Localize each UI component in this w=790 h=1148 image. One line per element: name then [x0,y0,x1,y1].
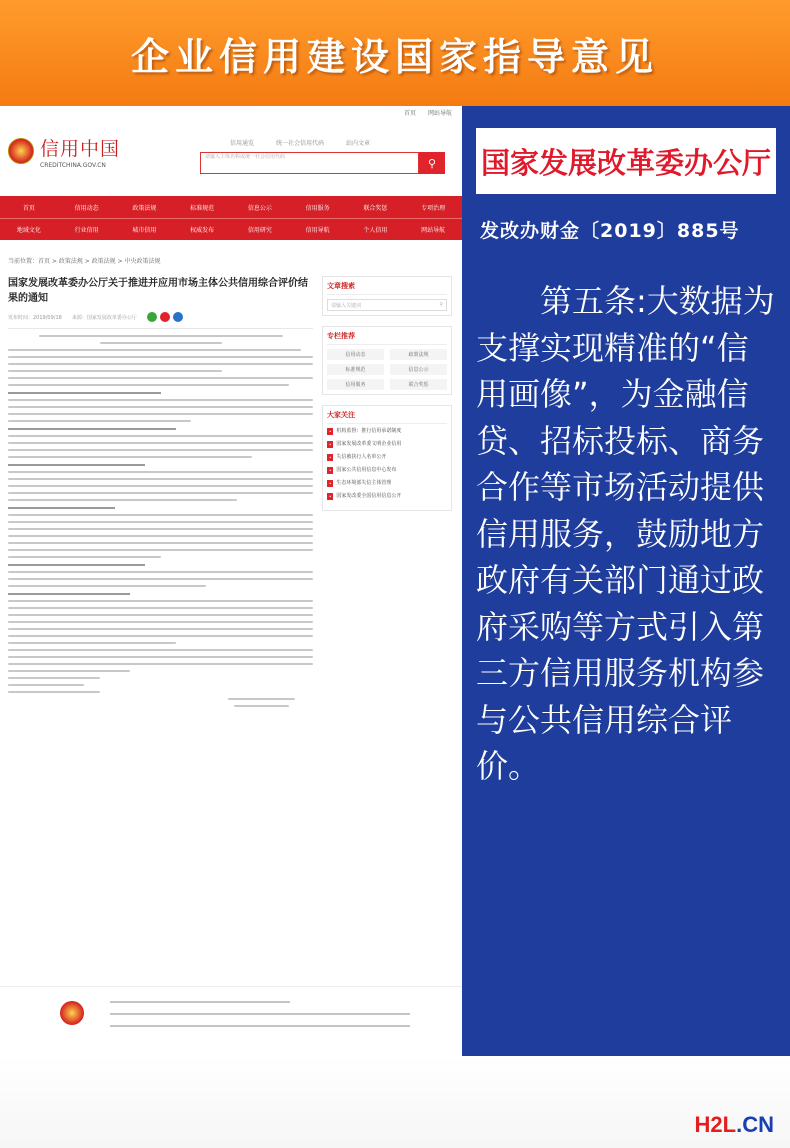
sidebar-search-box [322,276,452,316]
breadcrumb: 当前位置：首页 > 政策法规 > 政策法规 > 中央政策法规 [8,258,161,265]
nav-item[interactable]: 信用服务 [305,204,330,212]
sidebar-tag[interactable]: 政策法规 [390,349,447,360]
article-area [8,276,313,712]
header-link-credit[interactable]: 信用通览 [230,140,255,147]
site-search-input[interactable]: 请输入主体名称或统一社会信用代码 [200,152,419,174]
sidebar-tag[interactable]: 信息公示 [390,364,447,375]
sidebar-tag[interactable]: 信用服务 [327,379,384,390]
list-item[interactable] [327,441,447,448]
nav-item[interactable]: 网站导航 [421,227,446,234]
nav-item[interactable]: 行业信用 [74,227,99,234]
wechat-share-icon[interactable] [147,312,157,322]
document-number: 发改办财金〔2019〕885号 [480,220,740,242]
site-search [200,152,445,174]
nav-item[interactable]: 信用研究 [247,227,272,234]
topbar-link-home[interactable]: 首页 [403,110,416,117]
nav-row-1 [0,196,462,218]
site-footer [0,986,462,1056]
news-badge: • [329,494,332,499]
nav-item[interactable]: 信用导航 [305,227,330,234]
search-icon[interactable]: ⚲ [419,152,445,174]
qq-share-icon[interactable] [173,312,183,322]
list-item[interactable] [327,454,447,461]
nav-item[interactable]: 首页 [22,204,35,212]
news-text: 失信被执行人名单公开 [336,454,387,460]
footer-text-line [110,1001,290,1003]
nav-item[interactable]: 专项治理 [421,204,446,212]
sidebar-tag[interactable]: 信用动态 [327,349,384,360]
share-buttons [147,312,183,322]
sidebar-tag[interactable]: 标准规范 [327,364,384,375]
article-date: 发布时间：2019/09/18 [8,314,62,321]
nav-item[interactable]: 个人信用 [363,227,388,234]
news-badge: • [329,429,332,434]
sidebar [322,276,452,521]
article-meta [8,312,313,322]
search-icon[interactable]: ⚲ [439,302,443,308]
sidebar-recommend-title: 专栏推荐 [327,331,447,345]
issuer-name: 国家发展改革委办公厅 [480,145,771,180]
nav-row-2 [0,218,462,240]
news-text: 机构监督：推行信用承诺制度 [336,428,402,434]
nav-item[interactable]: 城市信用 [132,227,157,234]
site-topbar [0,106,462,122]
weibo-share-icon[interactable] [160,312,170,322]
main-nav [0,196,462,240]
header-links [230,138,370,147]
watermark-part-b: .CN [736,1112,774,1137]
footer-text-line [110,1025,410,1027]
list-item[interactable] [327,467,447,474]
sidebar-recommend-box [322,326,452,395]
list-item[interactable] [327,480,447,487]
watermark-part-a: H2L [694,1112,737,1137]
nav-item[interactable]: 权威发布 [190,227,215,234]
footer-emblem-icon [60,1001,84,1025]
divider [8,328,313,329]
article-source: 来源：国家发展改革委办公厅 [71,314,137,321]
site-logo-text[interactable]: 信用中国 [40,137,121,160]
site-watermark [695,1112,774,1138]
sidebar-focus-title: 大家关注 [327,410,447,424]
news-text: 国家发改委全国信用信息公开 [336,493,402,499]
banner-title: 企业信用建设国家指导意见 [130,34,659,79]
news-badge: • [329,468,332,473]
nav-item[interactable]: 政策法规 [132,204,157,212]
news-text: 国家发展改革委文明企业信用 [336,441,402,447]
news-text: 生态环境部失信主体管理 [336,480,392,486]
nav-item[interactable]: 标准规范 [190,204,215,212]
list-item[interactable] [327,493,447,500]
nav-item[interactable]: 地域文化 [16,227,41,234]
header-link-code[interactable]: 统一社会信用代码 [276,140,325,147]
clause-text: 第五条:大数据为支撑实现精准的“信用画像”，为金融信贷、招标投标、商务合作等市场活动提供信用服务，鼓励地方政府有关部门通过政府采购等方式引入第三方信用服务机构参与公共信用综合评价。 [476,282,775,785]
article-title: 国家发展改革委办公厅关于推进并应用市场主体公共信用综合评价结果的通知 [8,278,308,304]
site-logo-sub: CREDITCHINA.GOV.CN [40,161,106,169]
footer-text-line [110,1013,410,1015]
news-badge: • [329,455,332,460]
sidebar-focus-box [322,405,452,511]
website-screenshot [0,106,462,1056]
sidebar-search-input[interactable] [327,299,447,311]
top-banner [0,0,790,106]
bottom-strip [0,1056,790,1148]
article-clause [476,278,776,790]
nav-item[interactable]: 信用动态 [74,204,99,212]
sidebar-tag[interactable]: 联合奖惩 [390,379,447,390]
list-item[interactable] [327,428,447,435]
nav-item[interactable]: 联合奖惩 [363,204,388,212]
news-badge: • [329,481,332,486]
topbar-link-sitemap[interactable]: 网站导航 [427,110,452,117]
news-text: 国家公共信用信息中心发布 [336,467,397,473]
nav-item[interactable]: 信息公示 [247,204,272,212]
header-link-articles[interactable]: 站内文章 [346,140,371,147]
news-badge: • [329,442,332,447]
national-emblem-icon [8,138,34,164]
issuer-box [476,128,776,194]
sidebar-search-title: 文章搜索 [327,281,447,295]
document-panel [462,106,790,1056]
sidebar-search-placeholder: 请输入关键词 [331,302,362,309]
article-body-text [8,335,313,707]
